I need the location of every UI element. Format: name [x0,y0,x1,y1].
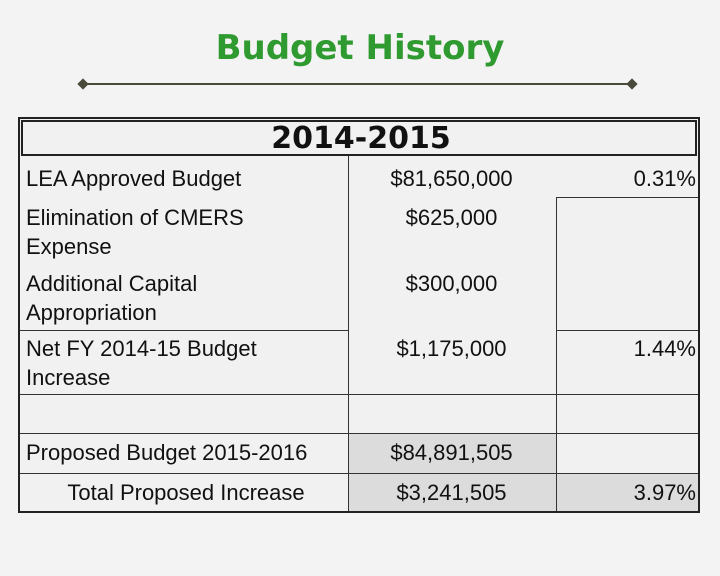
row-label: Net FY 2014-15 Budget Increase [26,336,257,390]
row-label: Elimination of CMERS Expense [26,205,244,259]
row-percent: 1.44% [633,336,696,361]
row-amount: $625,000 [405,205,498,230]
page-title: Budget History [215,28,505,68]
row-label: Proposed Budget 2015-2016 [26,440,308,465]
divider-left-cap [77,78,88,89]
title-divider [84,83,632,85]
year-header-box [21,120,697,156]
row-label: Additional Capital Appropriation [26,271,198,325]
year-header: 2014-2015 [271,121,451,156]
row-divider [20,473,698,474]
column-divider [556,197,557,511]
row-amount: $1,175,000 [396,336,507,361]
row-divider [20,394,698,395]
row-amount: $84,891,505 [390,440,513,465]
row-divider [556,197,698,198]
row-percent: 0.31% [633,166,696,191]
row-amount: $300,000 [405,271,498,296]
row-label: Total Proposed Increase [67,480,305,505]
row-divider [20,433,698,434]
row-divider [20,330,348,331]
row-label: LEA Approved Budget [26,166,242,191]
row-amount: $3,241,505 [396,480,507,505]
row-divider [556,330,698,331]
divider-right-cap [626,78,637,89]
row-amount: $81,650,000 [390,166,513,191]
row-percent: 3.97% [633,480,696,505]
